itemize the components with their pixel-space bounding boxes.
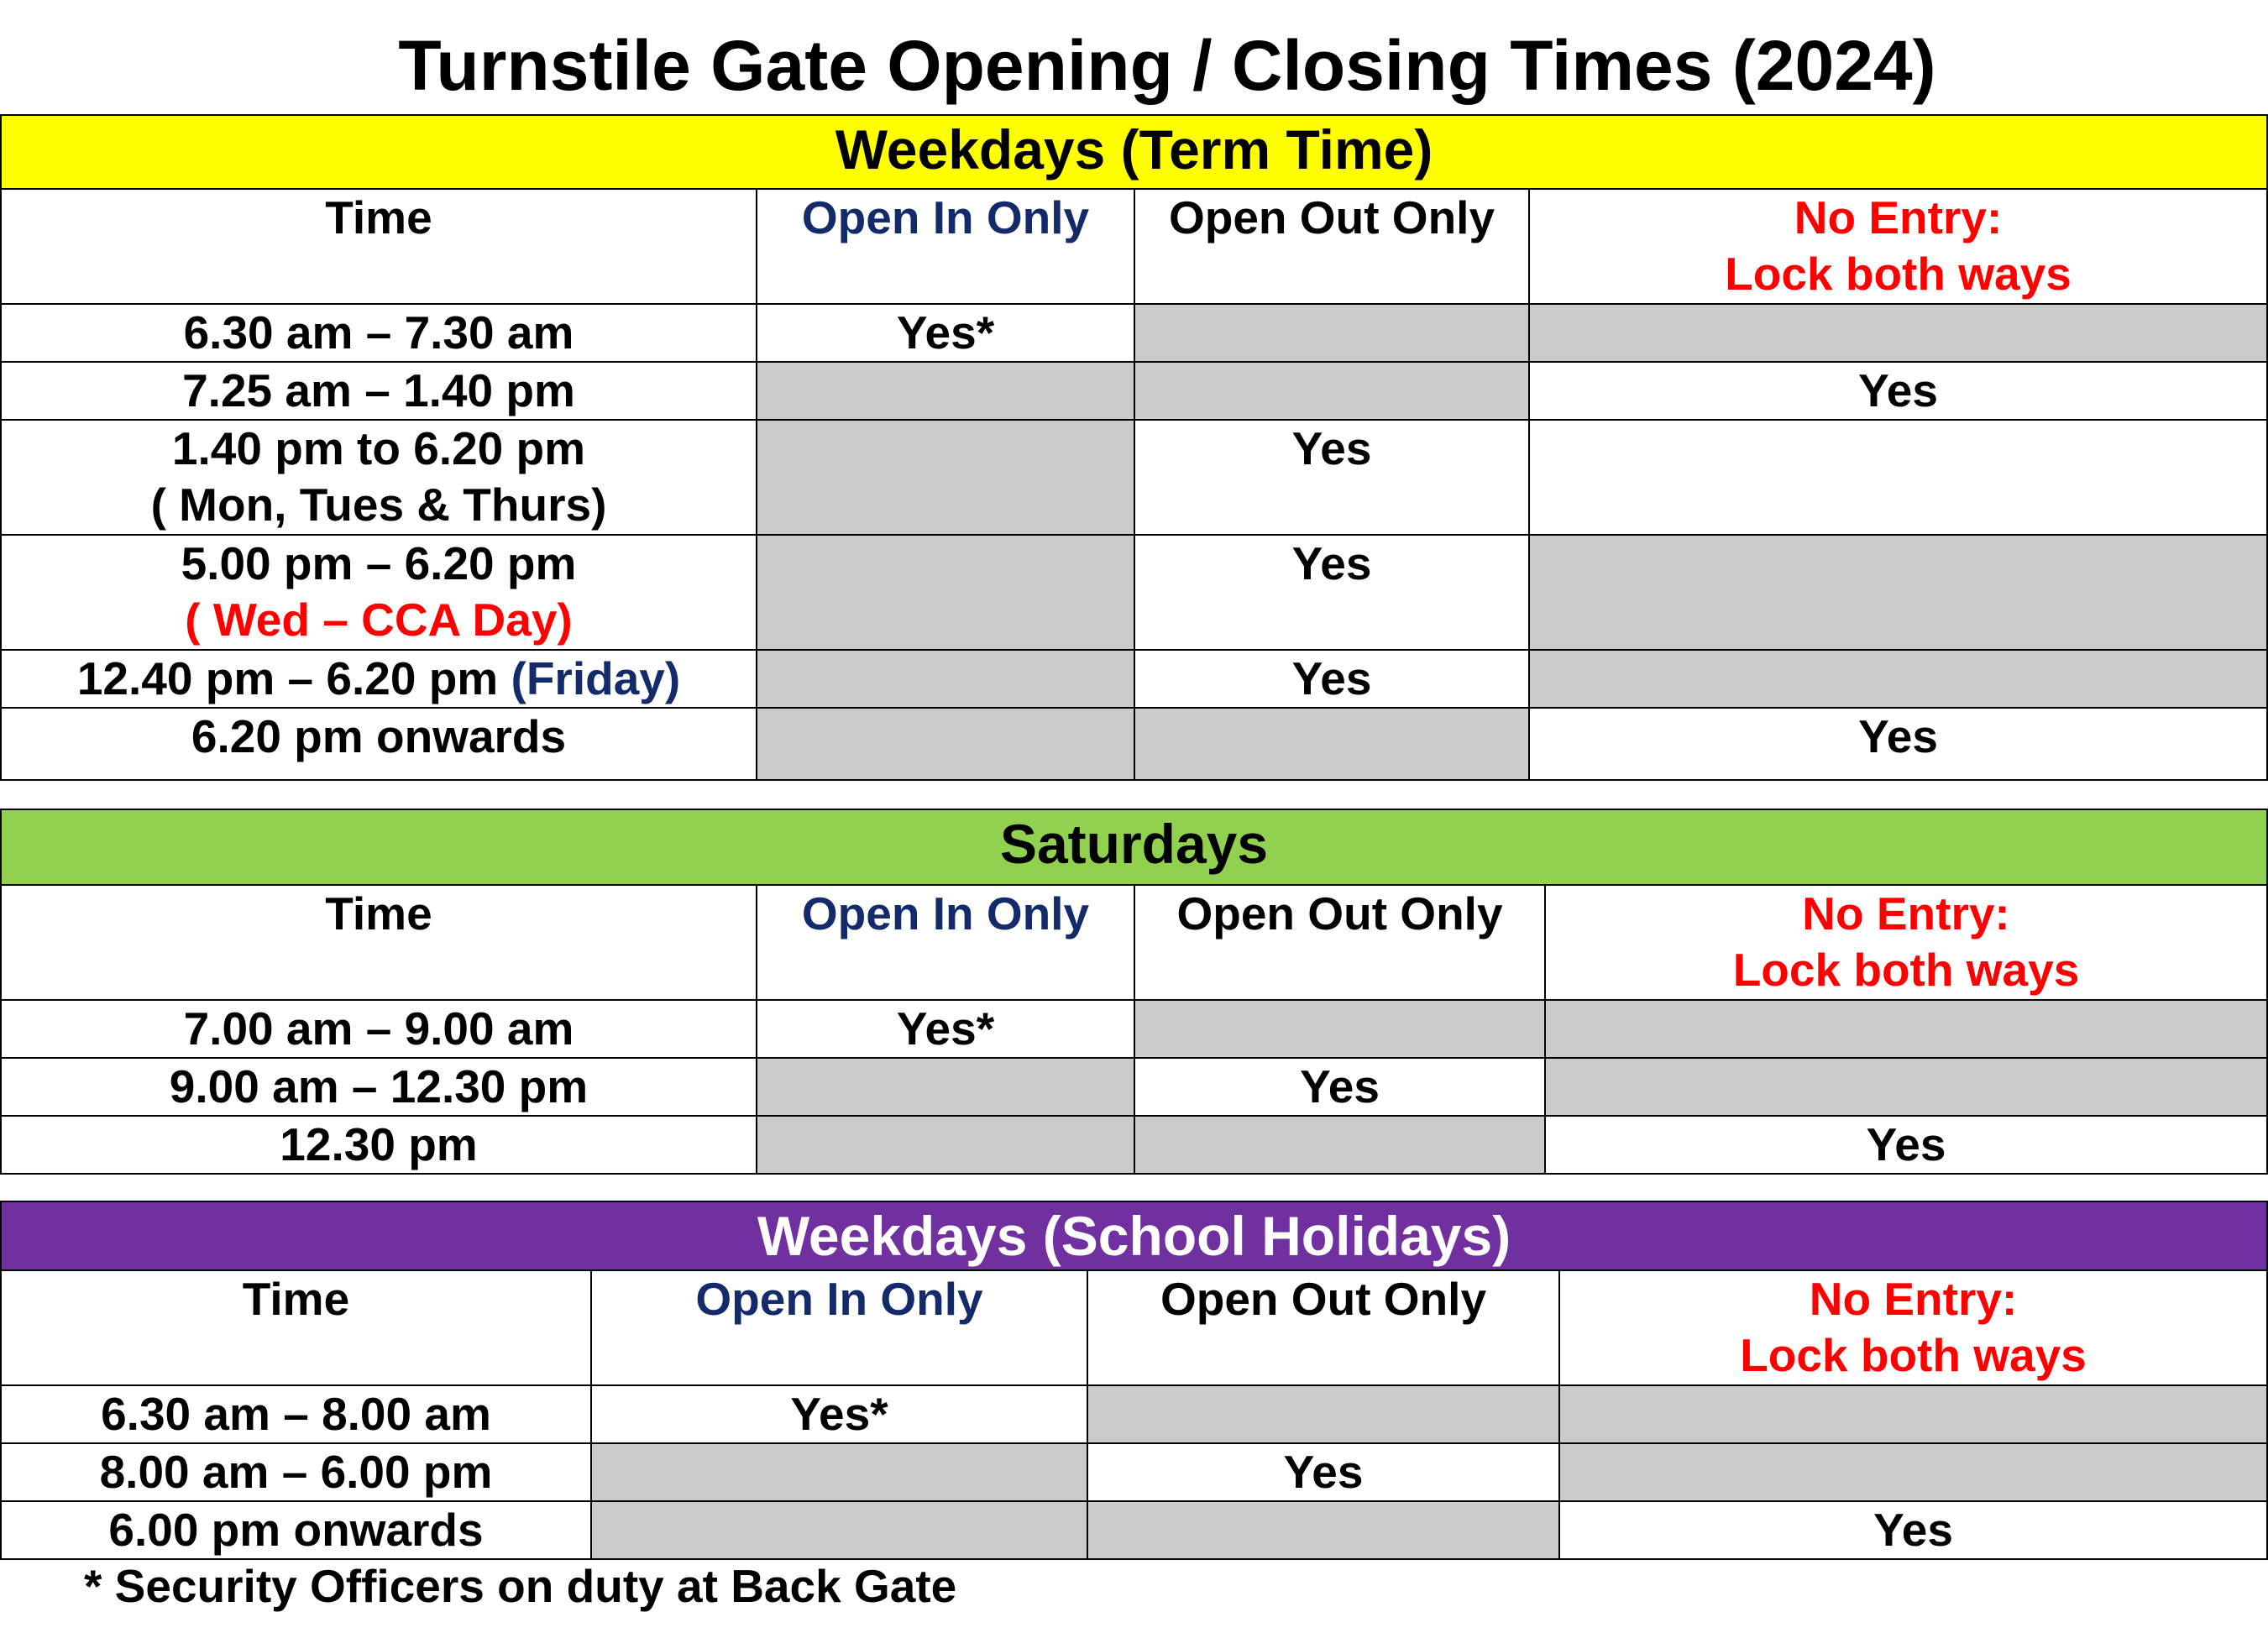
open-in-cell [757, 1116, 1134, 1174]
no-entry-cell: Yes [1529, 708, 2267, 780]
open-in-cell [591, 1443, 1087, 1501]
open-out-cell [1134, 362, 1529, 420]
open-out-cell [1134, 1000, 1545, 1058]
open-in-cell [757, 420, 1134, 535]
open-out-cell [1134, 708, 1529, 780]
open-in-cell [591, 1501, 1087, 1559]
header-time: Time [1, 189, 757, 304]
time-range: 5.00 pm – 6.20 pm [181, 537, 577, 589]
open-in-cell [757, 708, 1134, 780]
open-out-cell: Yes [1087, 1443, 1559, 1501]
time-cell: 6.20 pm onwards [1, 708, 757, 780]
no-entry-cell [1545, 1000, 2267, 1058]
open-out-cell [1134, 1116, 1545, 1174]
no-entry-cell [1529, 650, 2267, 708]
no-entry-cell [1529, 535, 2267, 650]
time-cell [1, 420, 757, 535]
no-entry-cell: Yes [1545, 1116, 2267, 1174]
open-out-cell: Yes [1134, 535, 1529, 650]
no-entry-cell [1529, 304, 2267, 362]
day-note: (Friday) [511, 652, 681, 704]
open-out-cell [1087, 1501, 1559, 1559]
open-out-cell [1134, 304, 1529, 362]
time-range: 12.40 pm – 6.20 pm [76, 652, 499, 704]
open-out-cell: Yes [1134, 1058, 1545, 1116]
no-entry-cell [1559, 1443, 2267, 1501]
header-time: Time [1, 885, 757, 1000]
header-time: Time [1, 1270, 591, 1385]
page-title: Turnstile Gate Opening / Closing Times (2024) [398, 26, 1936, 105]
open-in-cell [757, 362, 1134, 420]
time-cell: 6.30 am – 7.30 am [1, 304, 757, 362]
time-cell: 8.00 am – 6.00 pm [1, 1443, 591, 1501]
header-open-in: Open In Only [757, 885, 1134, 1000]
time-range: 1.40 pm to 6.20 pm [171, 422, 586, 474]
open-in-cell [757, 535, 1134, 650]
school-holidays-banner: Weekdays (School Holidays) [1, 1201, 2267, 1270]
no-entry-cell [1545, 1058, 2267, 1116]
term-time-banner: Weekdays (Term Time) [1, 115, 2267, 189]
header-no-entry [1545, 885, 2267, 1000]
header-open-out: Open Out Only [1134, 885, 1545, 1000]
open-in-cell: Yes* [757, 304, 1134, 362]
header-no-entry [1559, 1270, 2267, 1385]
open-out-cell: Yes [1134, 420, 1529, 535]
header-open-out: Open Out Only [1134, 189, 1529, 304]
no-entry-cell [1559, 1385, 2267, 1443]
header-no-entry-line2: Lock both ways [1732, 944, 2080, 996]
no-entry-cell: Yes [1529, 362, 2267, 420]
header-no-entry-line1: No Entry: [1809, 1273, 2018, 1325]
header-no-entry-line2: Lock both ways [1725, 248, 2072, 300]
open-in-cell: Yes* [591, 1385, 1087, 1443]
header-no-entry [1529, 189, 2267, 304]
header-open-in: Open In Only [591, 1270, 1087, 1385]
day-note: ( Mon, Tues & Thurs) [150, 479, 607, 531]
time-cell [1, 535, 757, 650]
term-time-table [0, 114, 2268, 781]
time-cell: 7.25 am – 1.40 pm [1, 362, 757, 420]
day-note: ( Wed – CCA Day) [185, 594, 573, 646]
header-no-entry-line1: No Entry: [1802, 887, 2010, 939]
header-no-entry-line2: Lock both ways [1740, 1329, 2087, 1381]
open-out-cell: Yes [1134, 650, 1529, 708]
no-entry-cell [1529, 420, 2267, 535]
school-holidays-table [0, 1201, 2268, 1560]
time-cell: 6.00 pm onwards [1, 1501, 591, 1559]
time-cell [1, 650, 757, 708]
open-in-cell: Yes* [757, 1000, 1134, 1058]
open-out-cell [1087, 1385, 1559, 1443]
time-cell: 6.30 am – 8.00 am [1, 1385, 591, 1443]
time-cell: 7.00 am – 9.00 am [1, 1000, 757, 1058]
open-in-cell [757, 650, 1134, 708]
header-open-out: Open Out Only [1087, 1270, 1559, 1385]
open-in-cell [757, 1058, 1134, 1116]
time-cell: 9.00 am – 12.30 pm [1, 1058, 757, 1116]
header-open-in: Open In Only [757, 189, 1134, 304]
no-entry-cell: Yes [1559, 1501, 2267, 1559]
header-no-entry-line1: No Entry: [1794, 191, 2003, 243]
saturday-banner: Saturdays [1, 809, 2267, 885]
saturday-table [0, 809, 2268, 1175]
time-cell: 12.30 pm [1, 1116, 757, 1174]
footnote: * Security Officers on duty at Back Gate [84, 1560, 957, 1612]
